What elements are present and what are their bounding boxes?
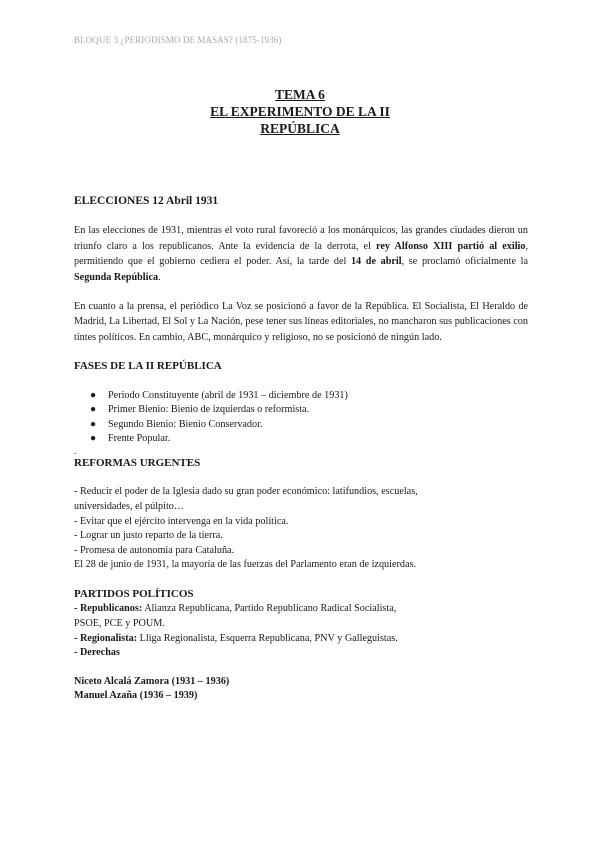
bullet-icon: ● (90, 433, 97, 445)
document-title (0, 86, 600, 137)
list-item (90, 432, 528, 447)
bold-run: 14 de abril (350, 256, 402, 268)
bullet-icon: ● (90, 418, 97, 430)
text-run: Alianza Republicana, Partido Republicano Radical Socialista, (142, 603, 397, 615)
list-item (90, 389, 528, 404)
text-run: , permitiendo que el gobierno cediera el poder. Así, la tarde del (74, 240, 529, 268)
text-run: . (158, 271, 161, 283)
presidente-line: Manuel Azaña (1936 – 1939) (74, 690, 198, 702)
bold-run: - Derechas (74, 647, 120, 659)
reformas-lines (74, 485, 528, 573)
text-run: Lliga Regionalista, Esquerra Republicana, PNV y Galleguistas. (137, 632, 398, 644)
title-line-2: EL EXPERIMENTO DE LA II (210, 104, 390, 119)
fases-list (74, 389, 528, 447)
reforma-line: - Reducir el poder de la Iglesia dado su gran poder económico: latifundios, escuelas, (74, 486, 418, 498)
trailing-dot: . (74, 446, 77, 457)
text-run: , se proclamó oficialmente la (401, 256, 528, 268)
fases-heading: FASES DE LA II REPÚBLICA (74, 360, 222, 373)
bold-run: Segunda República (74, 271, 159, 283)
list-item-text: Periodo Constituyente (abril de 1931 – diciembre de 1931) (108, 389, 348, 401)
partido-republicanos-cont: PSOE, PCE y POUM. (74, 618, 165, 629)
reforma-line: - Evitar que el ejército intervenga en la vida política. (74, 515, 289, 527)
document-body (74, 194, 528, 704)
list-item-text: Frente Popular. (108, 433, 171, 445)
partido-derechas (74, 646, 528, 661)
title-line-3: REPÚBLICA (260, 121, 340, 136)
bullet-icon: ● (90, 404, 97, 416)
list-item-text: Segundo Bienio: Bienio Conservador. (108, 418, 263, 430)
list-item (90, 418, 528, 433)
reforma-line: - Lograr un justo reparto de la tierra. (74, 530, 223, 542)
list-item-text: Primer Bienio: Bienio de izquierdas o reformista. (108, 404, 310, 416)
bold-run: - Regionalista: (74, 632, 138, 644)
bold-run: rey Alfonso XIII partió al exilio (376, 240, 526, 252)
bullet-icon: ● (90, 389, 97, 401)
bold-run: - Republicanos: (74, 603, 143, 615)
reforma-line: El 28 de junio de 1931, la mayoría de las fuerzas del Parlamento eran de izquierdas. (74, 559, 417, 571)
text-run: En las elecciones de 1931, mientras el voto rural favoreció a los monárquicos, las grandes ciudades dieron un triunfo claro a los republicanos. Ante la evidencia de la derrota, el (74, 225, 528, 252)
title-line-1: TEMA 6 (275, 87, 325, 102)
partidos-lines (74, 602, 528, 660)
elecciones-heading: ELECCIONES 12 Abril 1931 (74, 195, 219, 207)
partidos-heading: PARTIDOS POLÍTICOS (74, 588, 194, 600)
elecciones-paragraph-1 (74, 223, 528, 285)
reforma-line: universidades, el púlpito… (74, 501, 185, 513)
reformas-heading: REFORMAS URGENTES (74, 457, 201, 470)
partido-republicanos (74, 602, 528, 617)
reforma-line: - Promesa de autonomía para Cataluña. (74, 544, 235, 556)
elecciones-paragraph-2: En cuanto a la prensa, el periódico La Voz se posicionó a favor de la República. El Socialista, El Heraldo de Madrid, La Libertad, El Sol y La Nación, pese tener sus líneas editoriales, no mancharon sus publicaciones con tintes políticos. En cambio, ABC, monárquico y religioso, no se posicionó de ningún lado. (74, 301, 528, 343)
partido-regionalista (74, 632, 528, 647)
presidente-line: Niceto Alcalá Zamora (1931 – 1936) (74, 675, 230, 687)
list-item (90, 403, 528, 418)
presidentes-list (74, 675, 528, 704)
running-header: BLOQUE 3 ¿PERIODISMO DE MASAS? (1875-1936) (74, 35, 282, 45)
